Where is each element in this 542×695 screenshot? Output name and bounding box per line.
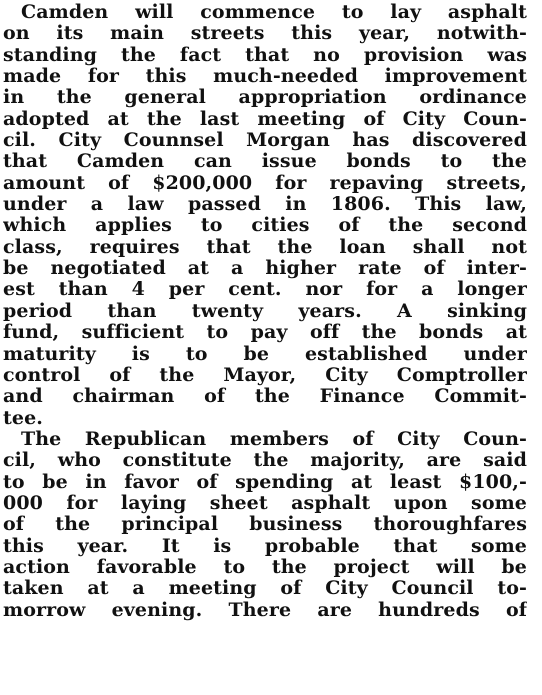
text-line: maturity is to be established under (3, 343, 527, 365)
text-line: cil. City Counnsel Morgan has discovered (3, 130, 527, 152)
text-line: The Republican members of City Coun- (21, 428, 527, 450)
text-line: tee. (3, 407, 43, 429)
text-line: standing the fact that no provision was (3, 44, 527, 66)
text-line: class, requires that the loan shall not (3, 236, 527, 258)
text-line: this year. It is probable that some (3, 535, 527, 557)
text-line: cil, who constitute the majority, are said (3, 450, 527, 472)
text-line: on its main streets this year, notwith- (3, 23, 527, 45)
text-line: be negotiated at a higher rate of inter- (3, 258, 527, 280)
text-line: morrow evening. There are hundreds of (3, 599, 527, 621)
article-column (3, 2, 527, 621)
text-line: amount of $200,000 for repaving streets, (3, 172, 527, 194)
paragraph-2 (3, 429, 527, 621)
text-line: est than 4 per cent. nor for a longer (3, 279, 527, 301)
text-line: fund, sufficient to pay off the bonds at (3, 322, 527, 344)
text-line: to be in favor of spending at least $100,- (3, 471, 527, 493)
text-line: period than twenty years. A sinking (3, 300, 527, 322)
text-line: made for this much-needed improvement (3, 66, 527, 88)
text-line: that Camden can issue bonds to the (3, 151, 527, 173)
text-line: control of the Mayor, City Comptroller (3, 364, 527, 386)
text-line: and chairman of the Finance Commit- (3, 386, 527, 408)
paragraph-1 (3, 2, 527, 429)
text-line: taken at a meeting of City Council to- (3, 578, 527, 600)
text-line: adopted at the last meeting of City Coun- (3, 108, 527, 130)
text-line: of the principal business thoroughfares (3, 514, 527, 536)
text-line: under a law passed in 1806. This law, (3, 194, 527, 216)
text-line: which applies to cities of the second (3, 215, 527, 237)
text-line: action favorable to the project will be (3, 556, 527, 578)
text-line: 000 for laying sheet asphalt upon some (3, 492, 527, 514)
text-line: in the general appropriation ordinance (3, 87, 527, 109)
text-line: Camden will commence to lay asphalt (21, 2, 527, 23)
